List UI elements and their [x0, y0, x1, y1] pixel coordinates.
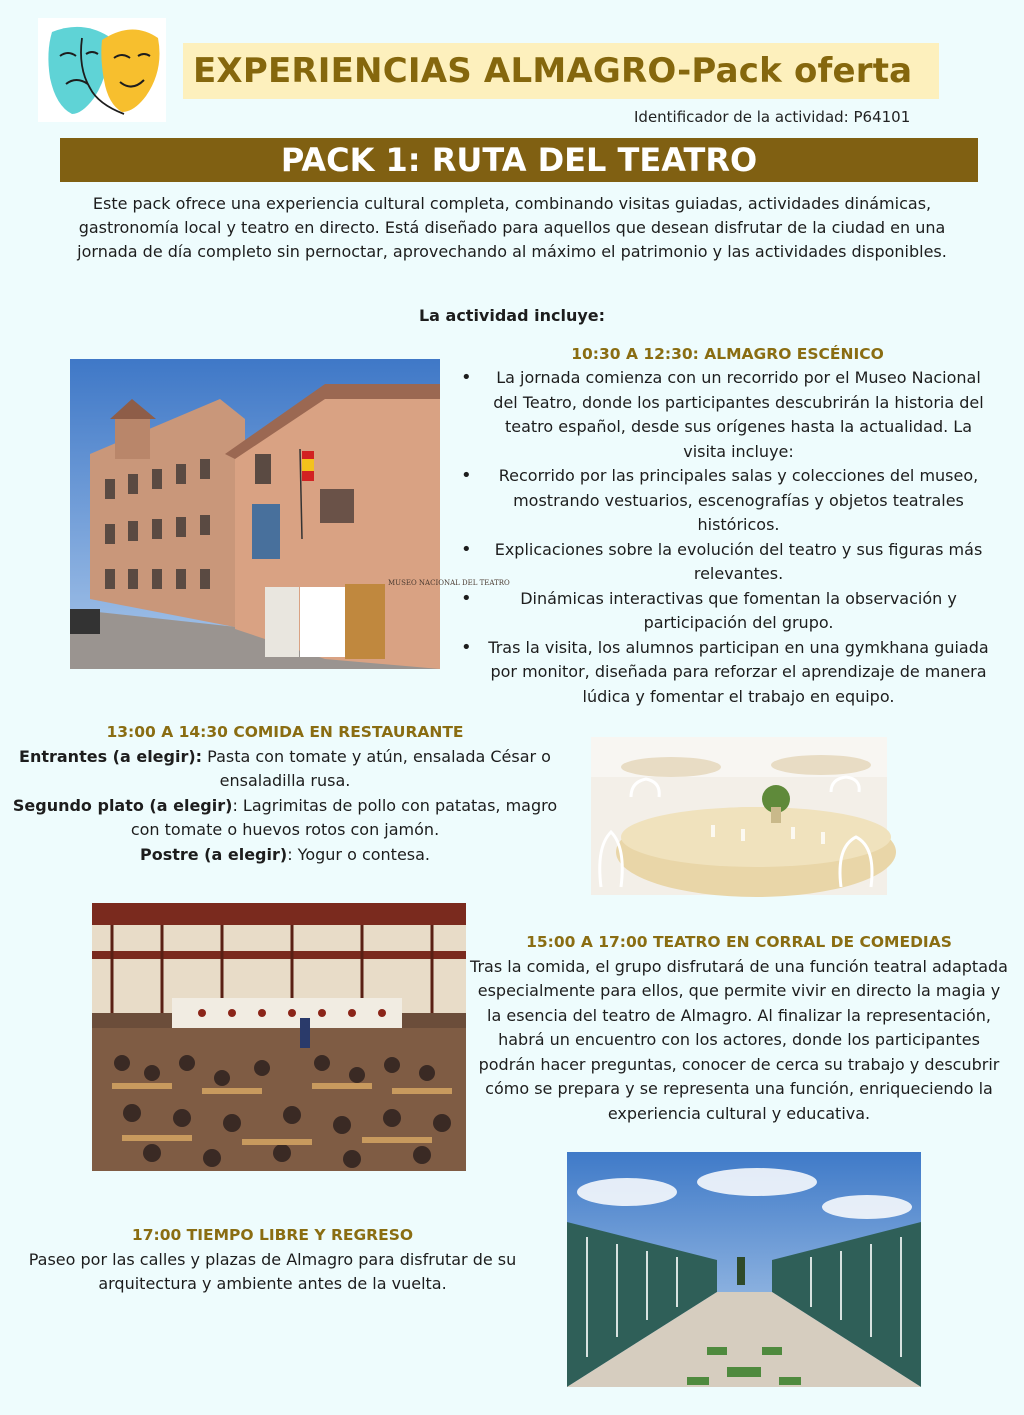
list-item: • Tras la visita, los alumnos participan en una gymkhana guiada por monitor, diseñada para reforzar el aprendizaje de manera lúdica y fomentar el trabajo en equipo.	[461, 636, 989, 706]
bullet-icon: •	[461, 367, 472, 388]
list-item: • Dinámicas interactivas que fomentan la observación y participación del grupo.	[461, 587, 957, 632]
museum-photo	[70, 359, 510, 669]
section-heading: 17:00 TIEMPO LIBRE Y REGRESO	[131, 1226, 414, 1244]
activity-list	[455, 366, 1000, 709]
segundo-line: Segundo plato (a elegir): Lagrimitas de pollo con patatas, magro con tomate o huevos rotos con jamón.	[12, 795, 558, 839]
restaurant-photo	[591, 737, 887, 895]
list-item: • La jornada comienza con un recorrido por el Museo Nacional del Teatro, donde los participantes descubrirán la historia del teatro español, desde sus orígenes hasta la actualidad. La visita incluye:	[461, 367, 984, 461]
list-item: • Recorrido por las principales salas y colecciones del museo, mostrando vestuarios, escenografías y objetos teatrales históricos.	[461, 465, 979, 534]
page-title: EXPERIENCIAS ALMAGRO-Pack oferta	[193, 51, 913, 91]
bullet-icon: •	[461, 538, 472, 560]
section-teatro	[470, 930, 1008, 1126]
intro-paragraph: Este pack ofrece una experiencia cultural completa, combinando visitas guiadas, actividades dinámicas, gastronomía local y teatro en directo. Está diseñado para aquellos que desean disfrutar de la ciudad en una jornada de día completo sin pernoctar, aprovechando al máximo el patrimonio y las actividades disponibles.	[77, 194, 947, 261]
section-comida	[0, 720, 570, 867]
bullet-icon: •	[461, 587, 472, 609]
includes-label: La actividad incluye:	[418, 306, 606, 325]
section-text: Paseo por las calles y plazas de Almagro para disfrutar de su arquitectura y ambiente antes de la vuelta.	[28, 1249, 517, 1293]
corral-photo	[92, 903, 466, 1171]
section-heading: 10:30 A 12:30: ALMAGRO ESCÉNICO	[571, 345, 884, 363]
section-escenico	[455, 345, 1000, 709]
bullet-icon: •	[461, 636, 472, 658]
theater-masks-logo	[38, 18, 166, 122]
bullet-icon: •	[461, 465, 472, 486]
list-item: • Explicaciones sobre la evolución del teatro y sus figuras más relevantes.	[461, 538, 983, 583]
plaza-photo	[567, 1152, 921, 1387]
museum-sign: MUSEO NACIONAL DEL TEATRO	[388, 579, 510, 587]
section-heading: 13:00 A 14:30 COMIDA EN RESTAURANTE	[106, 723, 464, 741]
title-box	[183, 43, 939, 99]
pack-banner	[60, 138, 978, 182]
entrantes-line: Entrantes (a elegir): Pasta con tomate y atún, ensalada César o ensaladilla rusa.	[19, 746, 551, 790]
section-libre	[0, 1223, 545, 1297]
pack-title: PACK 1: RUTA DEL TEATRO	[280, 141, 758, 179]
section-text: Tras la comida, el grupo disfrutará de una función teatral adaptada especialmente para ellos, que permite vivir en directo la magia y la esencia del teatro de Almagro. Al finalizar la representación, habrá un encuentro con los actores, donde los participantes podrán hacer preguntas, conocer de cerca su trabajo y descubrir cómo se prepara y se representa una función, enriqueciendo la experiencia cultural y educativa.	[470, 956, 1008, 1123]
section-heading: 15:00 A 17:00 TEATRO EN CORRAL DE COMEDIAS	[526, 933, 952, 951]
postre-line: Postre (a elegir): Yogur o contesa.	[139, 844, 431, 864]
activity-identifier: Identificador de la actividad: P64101	[634, 108, 911, 126]
